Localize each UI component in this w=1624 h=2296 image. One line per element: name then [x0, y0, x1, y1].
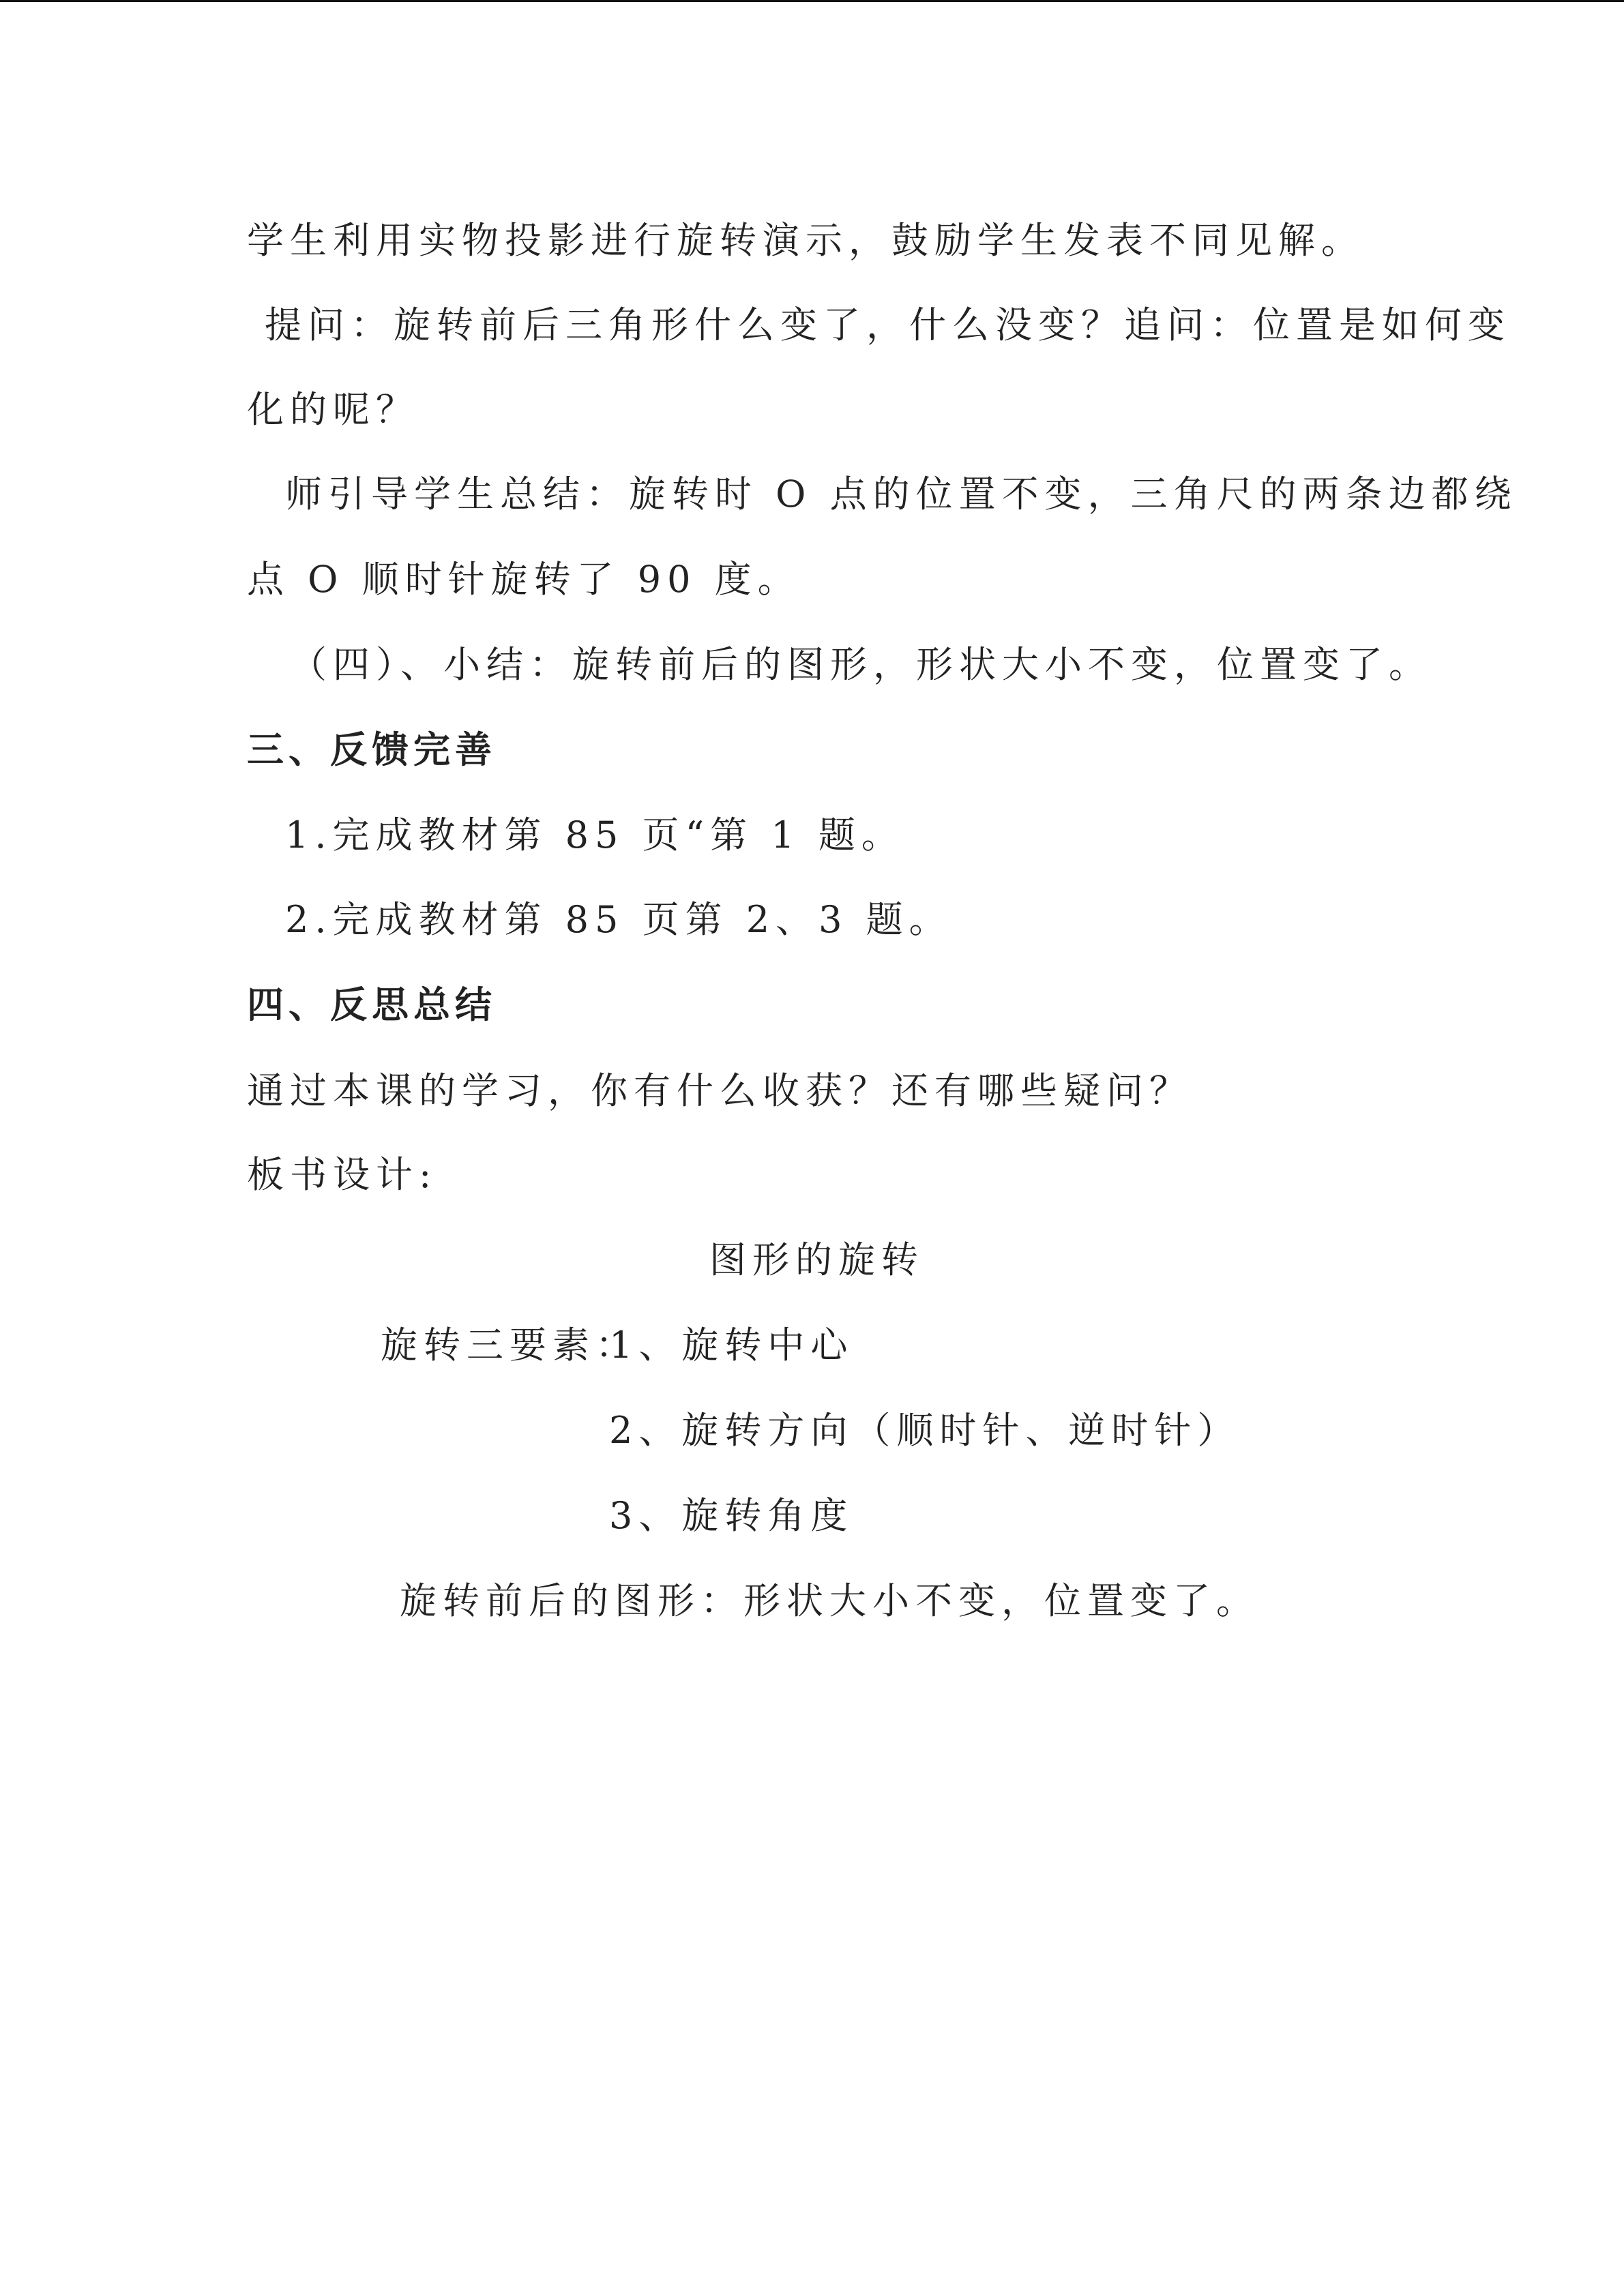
paragraph-question-line1: 提问：旋转前后三角形什么变了，什么没变？追问：位置是如何变	[265, 303, 1511, 346]
feedback-item-1: 1.完成教材第 85 页“第 1 题。	[285, 814, 904, 856]
board-elements-label: 旋转三要素：	[381, 1324, 638, 1367]
paragraph-demonstration: 学生利用实物投影进行旋转演示，鼓励学生发表不同见解。	[247, 219, 1364, 262]
paragraph-section-summary: （四）、小结：旋转前后的图形，形状大小不变，位置变了。	[290, 643, 1432, 686]
paragraph-question-line2: 化的呢？	[247, 388, 419, 431]
board-title: 图形的旋转	[709, 1238, 924, 1281]
paragraph-teacher-summary-line2: 点 O 顺时针旋转了 90 度。	[247, 558, 801, 601]
section-heading-reflection: 四、反思总结	[247, 983, 497, 1026]
board-summary: 旋转前后的图形：形状大小不变，位置变了。	[400, 1579, 1259, 1622]
paragraph-teacher-summary-line1: 师引导学生总结：旋转时 O 点的位置不变，三角尺的两条边都绕	[285, 473, 1518, 516]
board-element-angle: 3、旋转角度	[609, 1494, 854, 1537]
reflection-text: 通过本课的学习，你有什么收获？还有哪些疑问？	[247, 1069, 1192, 1112]
board-element-center: 1、旋转中心	[609, 1324, 854, 1367]
board-design-label: 板书设计:	[247, 1153, 438, 1196]
feedback-item-2: 2.完成教材第 85 页第 2、3 题。	[285, 898, 952, 941]
section-heading-feedback: 三、反馈完善	[247, 728, 497, 771]
board-element-direction: 2、旋转方向（顺时针、逆时针）	[609, 1409, 1241, 1452]
